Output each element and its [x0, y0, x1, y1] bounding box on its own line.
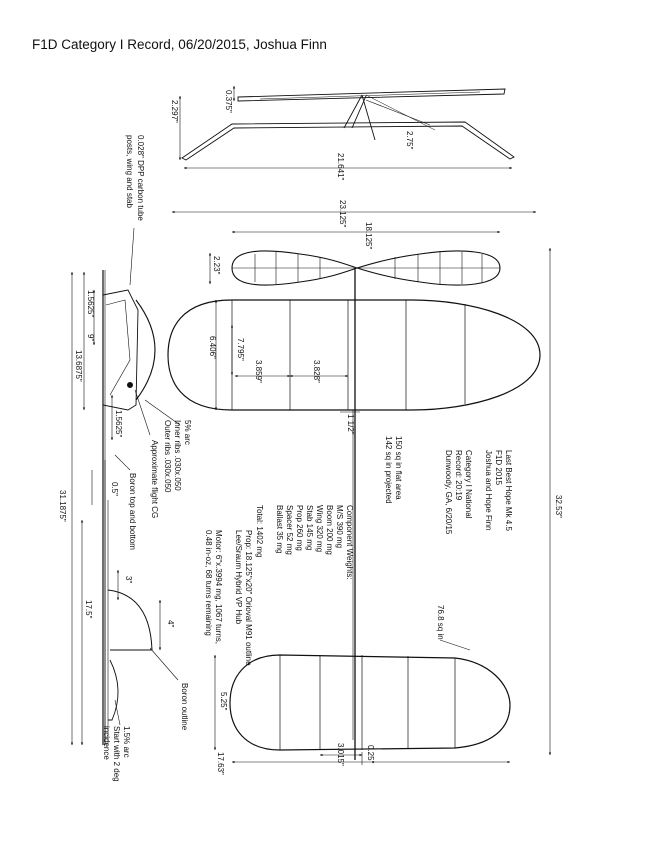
wing-rib-arc: 5% arc [183, 420, 192, 445]
weight-item: Ballast 35 mg [275, 505, 284, 554]
side-dim-4: 4" [166, 620, 175, 628]
prop-spec: Prop: 18.125"x20" Orioval M91 outline [244, 530, 253, 666]
plan-dim-stab-span: 17.63" [216, 752, 225, 775]
boron-top-bottom-callout: Boron top and bottom [128, 473, 137, 550]
stab-outline [230, 655, 510, 750]
plan-dim-3015: 3.015" [336, 743, 345, 766]
front-dim-span: 21.641" [336, 153, 345, 181]
side-view-fin [108, 660, 118, 720]
plan-dim-overall-length: 32.53" [554, 495, 563, 518]
weight-item: Prop 260 mg [295, 505, 304, 551]
side-view-wing-post [103, 290, 138, 410]
carbon-tube-line-1: 0.028" DPP carbon tube [136, 135, 145, 221]
front-view-wing [182, 122, 514, 160]
wing-area-projected: 142 sq in projected [384, 436, 393, 504]
weight-item: Wing 320 mg [315, 505, 324, 553]
stab-area-note: 76.8 sq in [436, 605, 445, 640]
front-dim-post: 2.75" [405, 131, 414, 150]
wing-rib-callout [163, 420, 192, 493]
cg-callout: Approximate flight CG [150, 440, 159, 519]
hub-spec: Lee/Sraum Hybrid VP Hub [234, 530, 243, 625]
component-weights [255, 505, 354, 582]
side-dim-9: 9" [86, 334, 95, 342]
model-name: Last Best Hope Mk 4.5 [504, 450, 513, 531]
side-dim-05: 0.5" [110, 482, 119, 496]
weight-item: Spacer 52 mg [285, 505, 294, 555]
plan-dim-wing-chord: 6.406" [208, 336, 217, 359]
front-dim-2297: 2.297" [170, 100, 179, 123]
plan-dim-025: 0.25" [366, 745, 375, 764]
plan-dim-3859: 3.859" [254, 360, 263, 383]
svg-text:0.028" DPP carbon tube p [125, 135, 145, 223]
stab-arc-callout [102, 726, 131, 784]
weight-item: Stab 145 mg [305, 505, 314, 551]
weight-item: Boom 200 mg [325, 505, 334, 555]
record-category: Category I National [464, 450, 473, 519]
page-title: F1D Category I Record, 06/20/2015, Joshua Finn [32, 37, 327, 52]
front-view-stab [238, 89, 505, 101]
boron-outline-callout: Boron outline [180, 683, 189, 731]
model-info-block [444, 450, 513, 535]
side-dim-3: 3" [124, 576, 133, 584]
side-dim-15625-top: 1.5625" [86, 290, 95, 318]
wing-outline [168, 300, 540, 410]
carbon-tube-line-2: posts, wing and stab [125, 135, 134, 208]
stab-arc-line-1: 1.5% arc [122, 726, 131, 758]
carbon-tube-callout [125, 135, 145, 285]
plan-dim-prop-width: 2.23" [212, 256, 221, 275]
side-view-wing-airfoil [136, 300, 155, 400]
plan-dim-1-half: 1 1/2" [346, 414, 355, 435]
wing-area-flat: 150 sq in flat area [394, 436, 403, 500]
weight-item: M/S 390 mg [335, 505, 344, 549]
side-dim-311875: 31.1875" [58, 490, 67, 522]
plan-dim-7795: 7.795" [236, 338, 245, 361]
plan-dim-prop-span: 18.125" [364, 222, 373, 250]
motor-torque: 0.48 in-oz, 68 turns remaining [204, 530, 213, 636]
weights-total: Total: 1402 mg [255, 505, 264, 558]
front-dim-0375: 0.375" [224, 90, 233, 113]
wing-area-note [384, 436, 403, 504]
wing-rib-outer: Outer ribs .030x.050 [163, 420, 172, 493]
side-dim-136875: 13.6875" [74, 350, 83, 382]
record-location: Dunwoody, GA, 6/20/15 [444, 450, 453, 535]
side-dim-175: 17.5" [84, 600, 93, 619]
model-builders: Joshua and Hope Finn [484, 450, 493, 531]
plan-dim-stab-chord: 5.25" [219, 692, 228, 711]
side-dim-15625-bot: 1.5625" [114, 410, 123, 438]
plan-dim-3828: 3.828" [312, 360, 321, 383]
plan-dim-overall-width: 23.125" [338, 200, 347, 228]
wing-rib-inner: Inner ribs .030x.050 [173, 420, 182, 491]
stab-arc-line-3: incidence [102, 726, 111, 760]
prop-motor-notes [204, 530, 253, 668]
record-time: Record: 20:19 [454, 450, 463, 501]
motor-spec: Motor: 6"x.3994 mg, 1067 turns, [214, 530, 223, 645]
model-class: F1D 2015 [494, 450, 503, 486]
stab-arc-line-2: Start with 2 deg [112, 726, 121, 782]
weights-heading: Component Weights: [345, 505, 354, 580]
side-view-stab [108, 590, 152, 650]
